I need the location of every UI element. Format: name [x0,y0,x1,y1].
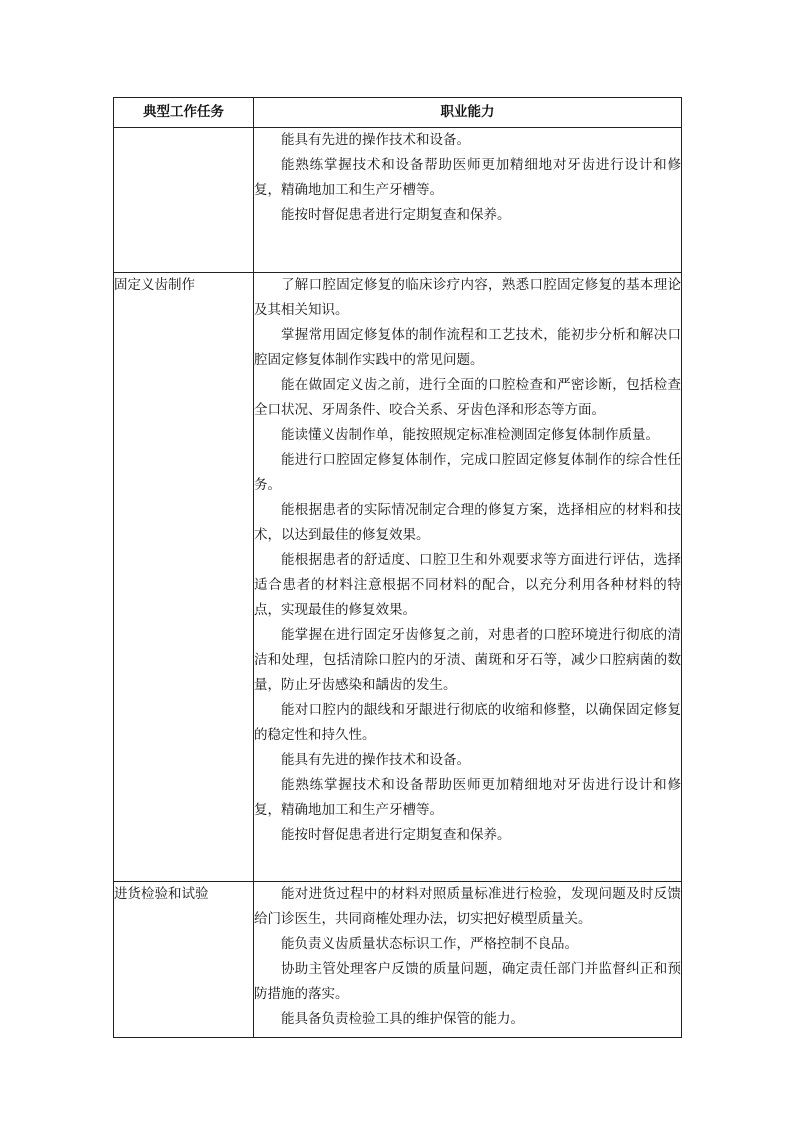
header-task: 典型工作任务 [114,98,254,128]
competency-table [113,97,682,1038]
table-row [114,273,682,882]
ability-item: 能读懂义齿制作单，能按照规定标准检测固定修复体制作质量。 [281,427,659,443]
ability-item: 能具有先进的操作技术和设备。 [281,132,470,148]
abilities-cell [254,273,682,882]
task-cell: 进货检验和试验 [114,882,254,1038]
table-row [114,882,682,1038]
ability-item: 能具备负责检验工具的维护保管的能力。 [281,1011,524,1027]
ability-item: 能进行口腔固定修复体制作，完成口腔固定修复体制作的综合性任务。 [254,452,681,493]
header-row [114,98,682,128]
ability-item: 能具有先进的操作技术和设备。 [281,752,470,768]
ability-item: 协助主管处理客户反馈的质量问题，确定责任部门并监督纠正和预防措施的落实。 [254,961,681,1002]
ability-item: 能熟练掌握技术和设备帮助医师更加精细地对牙齿进行设计和修复，精确地加工和生产牙槽等。 [254,777,681,818]
ability-item: 能对口腔内的龈线和牙龈进行彻底的收缩和修整，以确保固定修复的稳定性和持久性。 [254,702,681,743]
ability-item: 能根据患者的舒适度、口腔卫生和外观要求等方面进行评估，选择适合患者的材料注意根据不同材料的配合，以充分利用各种材料的特点，实现最佳的修复效果。 [254,552,681,618]
ability-item: 掌握常用固定修复体的制作流程和工艺技术，能初步分析和解决口腔固定修复体制作实践中的常见问题。 [254,327,681,368]
ability-item: 能按时督促患者进行定期复查和保养。 [281,827,511,843]
task-cell [114,128,254,273]
ability-item: 能按时督促患者进行定期复查和保养。 [281,207,511,223]
abilities-cell [254,882,682,1038]
ability-item: 能负责义齿质量状态标识工作，严格控制不良品。 [281,936,578,952]
ability-item: 了解口腔固定修复的临床诊疗内容，熟悉口腔固定修复的基本理论及其相关知识。 [254,277,681,318]
ability-item: 能熟练掌握技术和设备帮助医师更加精细地对牙齿进行设计和修复，精确地加工和生产牙槽等。 [254,157,681,198]
task-cell: 固定义齿制作 [114,273,254,882]
ability-item: 能对进货过程中的材料对照质量标准进行检验，发现问题及时反馈给门诊医生，共同商榷处理办法，切实把好模型质量关。 [254,886,681,927]
header-ability: 职业能力 [254,98,682,128]
abilities-cell [254,128,682,273]
ability-item: 能在做固定义齿之前，进行全面的口腔检查和严密诊断，包括检查全口状况、牙周条件、咬合关系、牙齿色泽和形态等方面。 [254,377,681,418]
ability-item: 能掌握在进行固定牙齿修复之前，对患者的口腔环境进行彻底的清洁和处理，包括清除口腔内的牙渍、菌斑和牙石等，减少口腔病菌的数量，防止牙齿感染和龋齿的发生。 [254,627,681,693]
table-row [114,128,682,273]
ability-item: 能根据患者的实际情况制定合理的修复方案，选择相应的材料和技术，以达到最佳的修复效果。 [254,502,681,543]
